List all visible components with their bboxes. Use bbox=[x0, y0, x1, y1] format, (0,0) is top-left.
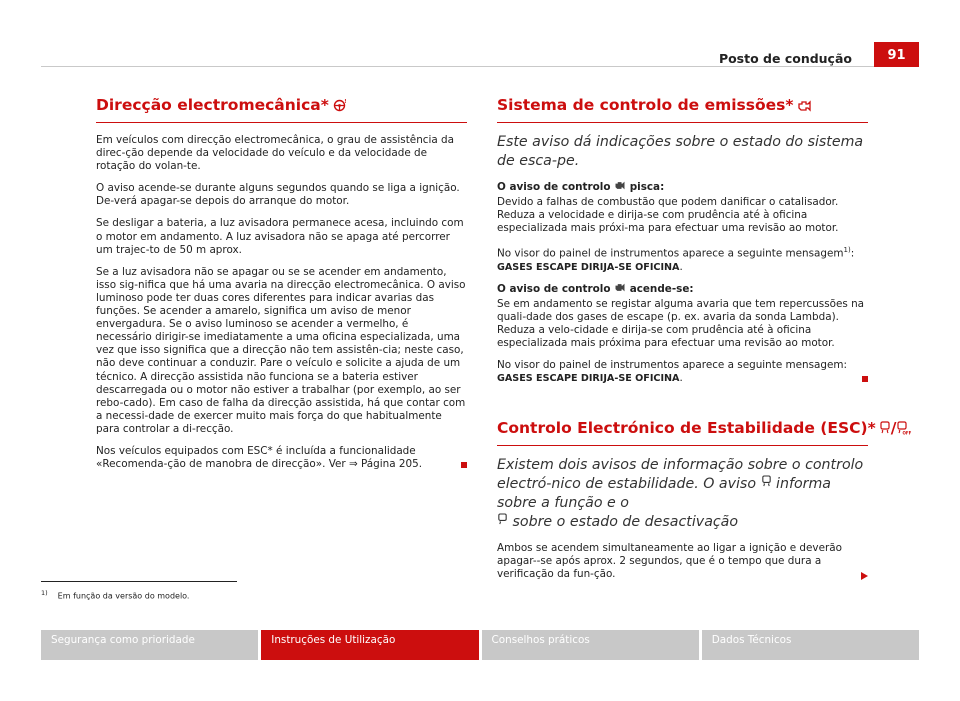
footnote-mark: 1) bbox=[41, 589, 48, 597]
esc-paragraph-text: Ambos se acendem simultaneamente ao ligar a ignição e deverão apagar--se após aprox. 2 segundos, que é o tempo que dura a verificação da fun-ção. bbox=[497, 541, 842, 580]
subheading-text: pisca: bbox=[629, 181, 665, 193]
esc-intro-text: informa sobre a função e o bbox=[497, 475, 832, 511]
display-message: GASES ESCAPE DIRIJA-SE OFICINA bbox=[497, 261, 680, 273]
display-message-intro: No visor do painel de instrumentos aparece a seguinte mensagem: bbox=[497, 359, 848, 372]
esc-paragraph-1 bbox=[497, 542, 868, 581]
emissions-lit-subheading bbox=[497, 283, 868, 295]
left-column bbox=[96, 96, 467, 480]
footer-tab-safety[interactable]: Segurança como prioridade bbox=[41, 630, 258, 660]
steering-heading-text: Direcção electromecânica* bbox=[96, 96, 329, 114]
esc-off-icon bbox=[896, 421, 912, 439]
steering-heading bbox=[96, 96, 467, 123]
footer-tab-technical-data[interactable]: Dados Técnicos bbox=[702, 630, 919, 660]
subheading-text: O aviso de controlo bbox=[497, 181, 611, 193]
footer-tab-tips[interactable]: Conselhos práticos bbox=[482, 630, 699, 660]
esc-heading-text: Controlo Electrónico de Estabilidade (ESC)* bbox=[497, 418, 876, 437]
engine-check-icon bbox=[797, 98, 812, 116]
esc-reference-text: Nos veículos equipados com ESC* é incluída a funcionalidade «Recomenda-ção de manobra de direcção». Ver ⇒ Página 205. bbox=[96, 444, 423, 471]
footnote-text: Em função da versão do modelo. bbox=[57, 591, 190, 601]
continue-arrow-icon bbox=[861, 572, 868, 580]
esc-heading: Controlo Electrónico de Estabilidade (ESC)* / OFF bbox=[497, 419, 868, 446]
emissions-flashing-subheading bbox=[497, 181, 868, 193]
header-rule bbox=[41, 66, 919, 67]
section-end-marker bbox=[461, 462, 467, 468]
steering-wheel-warning-icon bbox=[332, 98, 347, 116]
display-message: GASES ESCAPE DIRIJA-SE OFICINA bbox=[497, 373, 680, 385]
engine-check-icon bbox=[614, 283, 626, 295]
footnote-ref: 1) bbox=[843, 246, 851, 255]
footer-tab-instructions[interactable]: Instruções de Utilização bbox=[261, 630, 478, 660]
footnote-rule bbox=[41, 581, 237, 582]
emissions-paragraph-4: No visor do painel de instrumentos aparece a seguinte mensagem: GASES ESCAPE DIRIJA-SE OFICINA. bbox=[497, 359, 868, 385]
steering-paragraph-5 bbox=[96, 445, 467, 471]
esc-off-icon bbox=[497, 514, 508, 530]
emissions-paragraph-3: Se em andamento se registar alguma avaria que tem repercussões na quali-dade dos gases de escape (p. ex. avaria da sonda Lambda). Reduza a velo-cidade e dirija-se com prudência até à oficina especializada mais próxima para efectuar uma revisão ao motor. bbox=[497, 297, 865, 350]
emissions-heading-text: Sistema de controlo de emissões* bbox=[497, 96, 794, 114]
footnote bbox=[41, 589, 189, 601]
svg-text:!: ! bbox=[344, 99, 347, 105]
emissions-paragraph-1: Devido a falhas de combustão que podem danificar o catalisador. Reduza a velocidade e dirija-se com prudência até à oficina especializada mais próxi-ma para efectuar uma revisão ao motor. bbox=[497, 196, 839, 235]
esc-skid-icon bbox=[761, 476, 772, 492]
footer-nav bbox=[41, 630, 919, 660]
steering-paragraph-4: Se a luz avisadora não se apagar ou se se acender em andamento, isso sig-nifica que há uma avaria na direcção electromecânica. O aviso luminoso pode ter duas cores diferentes para indicar avarias das funções. Se acender a amarelo, significa um aviso de menor envergadura. Se o aviso luminoso se acender a vermelho, é necessário dirigir-se imediatamente a uma oficina especializada, uma vez que isso significa que a direcção não tem assistên-cia; neste caso, não deve continuar a conduzir. Pare o veículo e solicite a ajuda de um técnico. A direcção assistida não funciona se a bateria estiver descarregada ou o motor não estiver a trabalhar (por exemplo, ao ser rebo-cado). Em caso de falha da direcção assistida, há que contar com a necessi-dade de exercer muito mais força do que habitualmente para controlar a di-recção. bbox=[96, 265, 466, 435]
esc-skid-icon bbox=[879, 421, 891, 439]
esc-intro-text: sobre o estado de desactivação bbox=[512, 513, 739, 530]
steering-paragraph-3: Se desligar a bateria, a luz avisadora permanece acesa, incluindo com o motor em andamento. A luz avisadora não se apaga até percorrer um trajec-to de 50 m aprox. bbox=[96, 217, 464, 256]
section-title: Posto de condução bbox=[718, 51, 852, 66]
subheading-text: acende-se: bbox=[629, 282, 694, 295]
steering-paragraph-1: Em veículos com direcção electromecânica, o grau de assistência da direc-ção depende da velocidade do veículo e da velocidade de rotação do volan-te. bbox=[96, 134, 455, 173]
svg-text:OFF: OFF bbox=[902, 430, 912, 435]
esc-intro bbox=[497, 456, 868, 532]
page-number: 91 bbox=[874, 42, 919, 67]
emissions-paragraph-2: No visor do painel de instrumentos aparece a seguinte mensagem$^{1)}$: GASES ESCAPE DIRIJA-SE OFICINA. bbox=[497, 246, 855, 273]
emissions-heading bbox=[497, 96, 868, 123]
section-end-marker bbox=[862, 376, 868, 382]
right-column bbox=[497, 96, 912, 590]
steering-paragraph-2: O aviso acende-se durante alguns segundos quando se liga a ignição. De-verá apagar-se depois do arranque do motor. bbox=[96, 182, 460, 208]
esc-intro-text: Existem dois avisos de informação sobre o controlo electró-nico de estabilidade. O aviso bbox=[497, 456, 864, 492]
subheading-text: O aviso de controlo bbox=[497, 282, 611, 295]
engine-check-icon bbox=[614, 181, 626, 193]
emissions-intro: Este aviso dá indicações sobre o estado do sistema de esca-pe. bbox=[497, 134, 864, 169]
display-message-intro: No visor do painel de instrumentos aparece a seguinte mensagem bbox=[497, 247, 844, 260]
